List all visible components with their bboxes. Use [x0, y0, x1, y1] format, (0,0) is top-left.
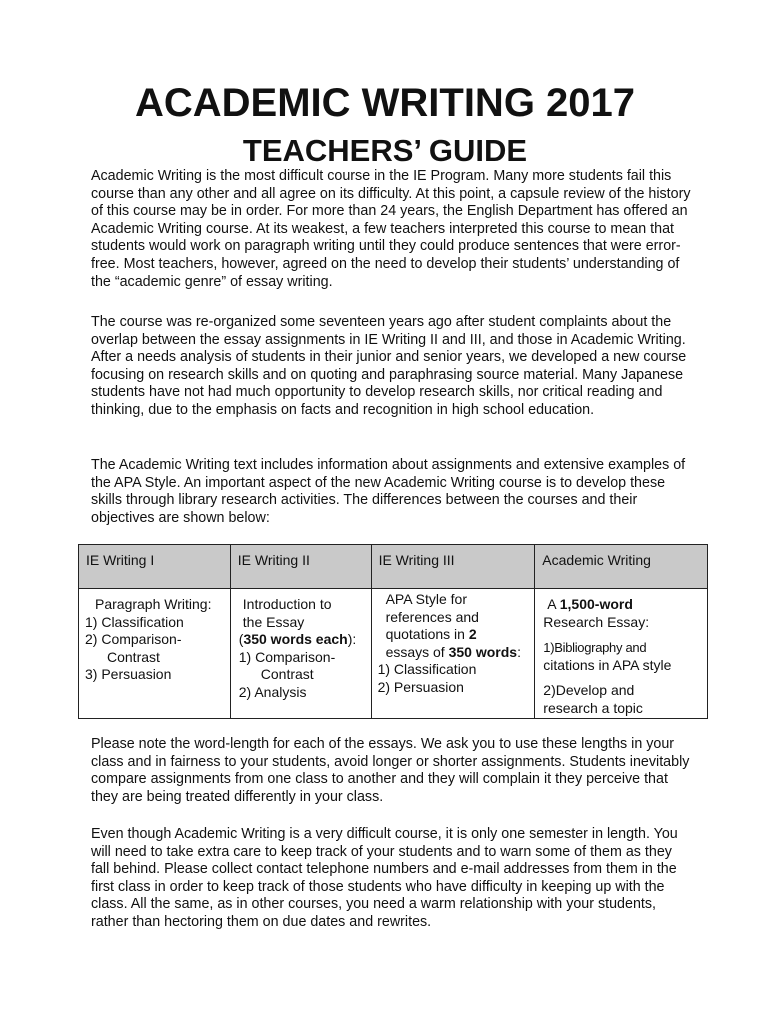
cell-content [372, 589, 535, 696]
cell-content [231, 589, 371, 701]
cell-line: 3) Persuasion [85, 666, 172, 682]
cell-line: Paragraph Writing: [95, 596, 212, 612]
cell-spacer [543, 674, 707, 682]
cell-line: 2) Analysis [238, 683, 307, 700]
text-fragment-bold: 2 [468, 626, 477, 642]
text-fragment-bold: 350 words [448, 643, 518, 660]
cell-line: citations in APA style [543, 656, 672, 673]
table-header-cell: Academic Writing [535, 545, 708, 589]
cell-line: Contrast [260, 666, 314, 682]
table-header-cell: IE Writing I [79, 545, 231, 589]
cell-line: research a topic [543, 699, 643, 716]
cell-line: Research Essay: [543, 613, 650, 630]
courses-table [78, 544, 708, 719]
cell-line [378, 626, 535, 644]
text-fragment: essays of [385, 643, 449, 660]
cell-line: Introduction to [242, 596, 332, 612]
cell-line: Contrast [107, 648, 160, 665]
cell-line: 1) Classification [85, 613, 184, 630]
table-row [79, 589, 708, 719]
table-cell-ie-writing-1 [79, 589, 231, 719]
cell-line: 1)Bibliography and [543, 640, 647, 655]
text-fragment: ): [347, 631, 357, 647]
cell-line: 2) Comparison- [85, 631, 182, 647]
table-cell-ie-writing-3 [371, 589, 535, 719]
cell-line: APA Style for [385, 591, 468, 607]
text-fragment: quotations in [385, 626, 469, 642]
cell-line [543, 596, 707, 614]
cell-line [239, 631, 371, 649]
table-header-cell: IE Writing II [230, 545, 371, 589]
cell-line [378, 644, 535, 662]
cell-line: the Essay [242, 613, 305, 630]
text-fragment-bold: 1,500-word [559, 596, 633, 612]
cell-line: 2) Persuasion [377, 678, 464, 695]
cell-line: references and [385, 608, 479, 625]
document-subtitle: TEACHERS’ GUIDE [242, 133, 528, 168]
paragraph-apa-style: The Academic Writing text includes information about assignments and extensive examples of the APA Style. An important aspect of the new Academic Writing course is to develop these skills through library research activities. The differences between the courses and their objectives are shown below: [91, 457, 686, 526]
text-fragment: : [517, 643, 521, 660]
table-header-cell: IE Writing III [371, 545, 535, 589]
table-header-row [79, 545, 708, 589]
text-fragment: A [547, 596, 560, 612]
paragraph-semester: Even though Academic Writing is a very difficult course, it is only one semester in length. You will need to take extra care to keep track of your students and to warn some of them as they fall behind. Please collect contact telephone numbers and e-mail addresses from them in the first class in order to keep track of those students who have difficulty in keeping up with the class. All the same, as in other courses, you need a warm relationship with your students, rather than hectoring them on due dates and rewrites. [91, 826, 678, 930]
text-fragment-bold: 350 words each [243, 631, 348, 647]
cell-line: 1) Comparison- [238, 648, 336, 665]
cell-content [535, 589, 707, 717]
paragraph-word-length: Please note the word-length for each of the essays. We ask you to use these lengths in your class and in fairness to your students, avoid longer or shorter assignments. Students inevitably compare assignments from one class to another and they will complain it they perceive that they are being treated differently in your class. [91, 736, 690, 805]
cell-line: 1) Classification [377, 661, 477, 677]
cell-spacer [543, 631, 707, 639]
paragraph-intro: Academic Writing is the most difficult course in the IE Program. Many more students fail this course than any other and all agree on its difficulty. At this point, a capsule review of the history of this course may be in order. For more than 24 years, the English Department has offered an Academic Writing course. At its weakest, a few teachers interpreted this course to mean that students would work on paragraph writing until they could produce sentences that were error-free. Most teachers, however, agreed on the need to develop their students’ understanding of the “academic genre” of essay writing. [91, 168, 691, 290]
table-cell-ie-writing-2 [230, 589, 371, 719]
table-cell-academic-writing [535, 589, 708, 719]
document-title: ACADEMIC WRITING 2017 [134, 81, 636, 125]
cell-line: 2)Develop and [543, 682, 635, 698]
cell-content [79, 589, 230, 684]
paragraph-reorganization: The course was re-organized some seventeen years ago after student complaints about the overlap between the essay assignments in IE Writing II and III, and those in Academic Writing. After a needs analysis of students in their junior and senior years, we developed a new course focusing on research skills and on quoting and paraphrasing source material. Many Japanese students have not had much opportunity to develop research skills, nor critical reading and thinking, due to the emphasis on facts and recognition in high school education. [91, 314, 687, 418]
text-fragment: ( [238, 631, 244, 647]
